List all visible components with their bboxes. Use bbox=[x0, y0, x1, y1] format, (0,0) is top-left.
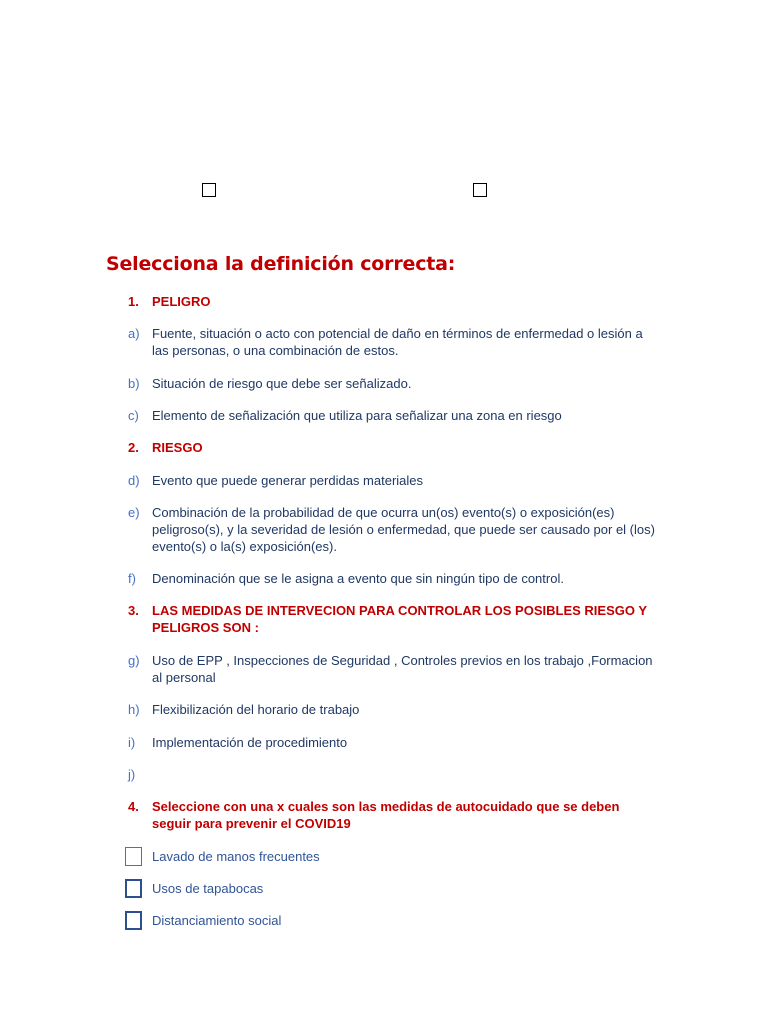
checkbox-label: Distanciamiento social bbox=[152, 913, 282, 928]
option-letter: h) bbox=[128, 702, 140, 717]
option-letter: c) bbox=[128, 408, 139, 423]
option-letter: g) bbox=[128, 653, 140, 668]
option-text: Implementación de procedimiento bbox=[152, 735, 348, 750]
option-text: Situación de riesgo que debe ser señalizado. bbox=[152, 376, 412, 391]
question-heading: RIESGO bbox=[152, 440, 203, 455]
question-number: 4. bbox=[128, 799, 139, 814]
page-title: Selecciona la definición correcta: bbox=[106, 253, 456, 275]
top-checkbox-left[interactable] bbox=[202, 183, 216, 197]
option-text: Elemento de señalización que utiliza para señalizar una zona en riesgo bbox=[152, 408, 562, 423]
question-number: 1. bbox=[128, 294, 139, 309]
option-letter: i) bbox=[128, 735, 136, 750]
option-text: Denominación que se le asigna a evento que sin ningún tipo de control. bbox=[152, 571, 564, 586]
checkbox-label: Usos de tapabocas bbox=[152, 881, 264, 896]
question-heading: Seleccione con una x cuales son las medidas de autocuidado que se deben seguir para prevenir el COVID19 bbox=[152, 799, 620, 831]
question-heading: LAS MEDIDAS DE INTERVECION PARA CONTROLAR LOS POSIBLES RIESGO Y PELIGROS SON : bbox=[152, 603, 647, 635]
checkbox[interactable] bbox=[125, 879, 142, 898]
option-text: Flexibilización del horario de trabajo bbox=[152, 702, 360, 717]
option-letter: j) bbox=[128, 767, 136, 782]
option-text: Combinación de la probabilidad de que ocurra un(os) evento(s) o exposición(es) peligroso(s), y la severidad de lesión o enfermedad, que puede ser causado por el (los) evento(s) o la(s) exposición(es). bbox=[152, 505, 655, 554]
checkbox[interactable] bbox=[125, 847, 142, 866]
question-heading: PELIGRO bbox=[152, 294, 211, 309]
question-number: 2. bbox=[128, 440, 139, 455]
option-letter: b) bbox=[128, 376, 140, 391]
option-letter: f) bbox=[128, 571, 136, 586]
option-text: Evento que puede generar perdidas materiales bbox=[152, 473, 424, 488]
option-letter: d) bbox=[128, 473, 140, 488]
option-letter: a) bbox=[128, 326, 140, 341]
option-text: Uso de EPP , Inspecciones de Seguridad , Controles previos en los trabajo ,Formacion al personal bbox=[152, 653, 653, 685]
option-text: Fuente, situación o acto con potencial de daño en términos de enfermedad o lesión a las personas, o una combinación de estos. bbox=[152, 326, 643, 358]
top-checkbox-right[interactable] bbox=[473, 183, 487, 197]
checkbox-label: Lavado de manos frecuentes bbox=[152, 849, 320, 864]
question-number: 3. bbox=[128, 603, 139, 618]
checkbox[interactable] bbox=[125, 911, 142, 930]
option-letter: e) bbox=[128, 505, 140, 520]
